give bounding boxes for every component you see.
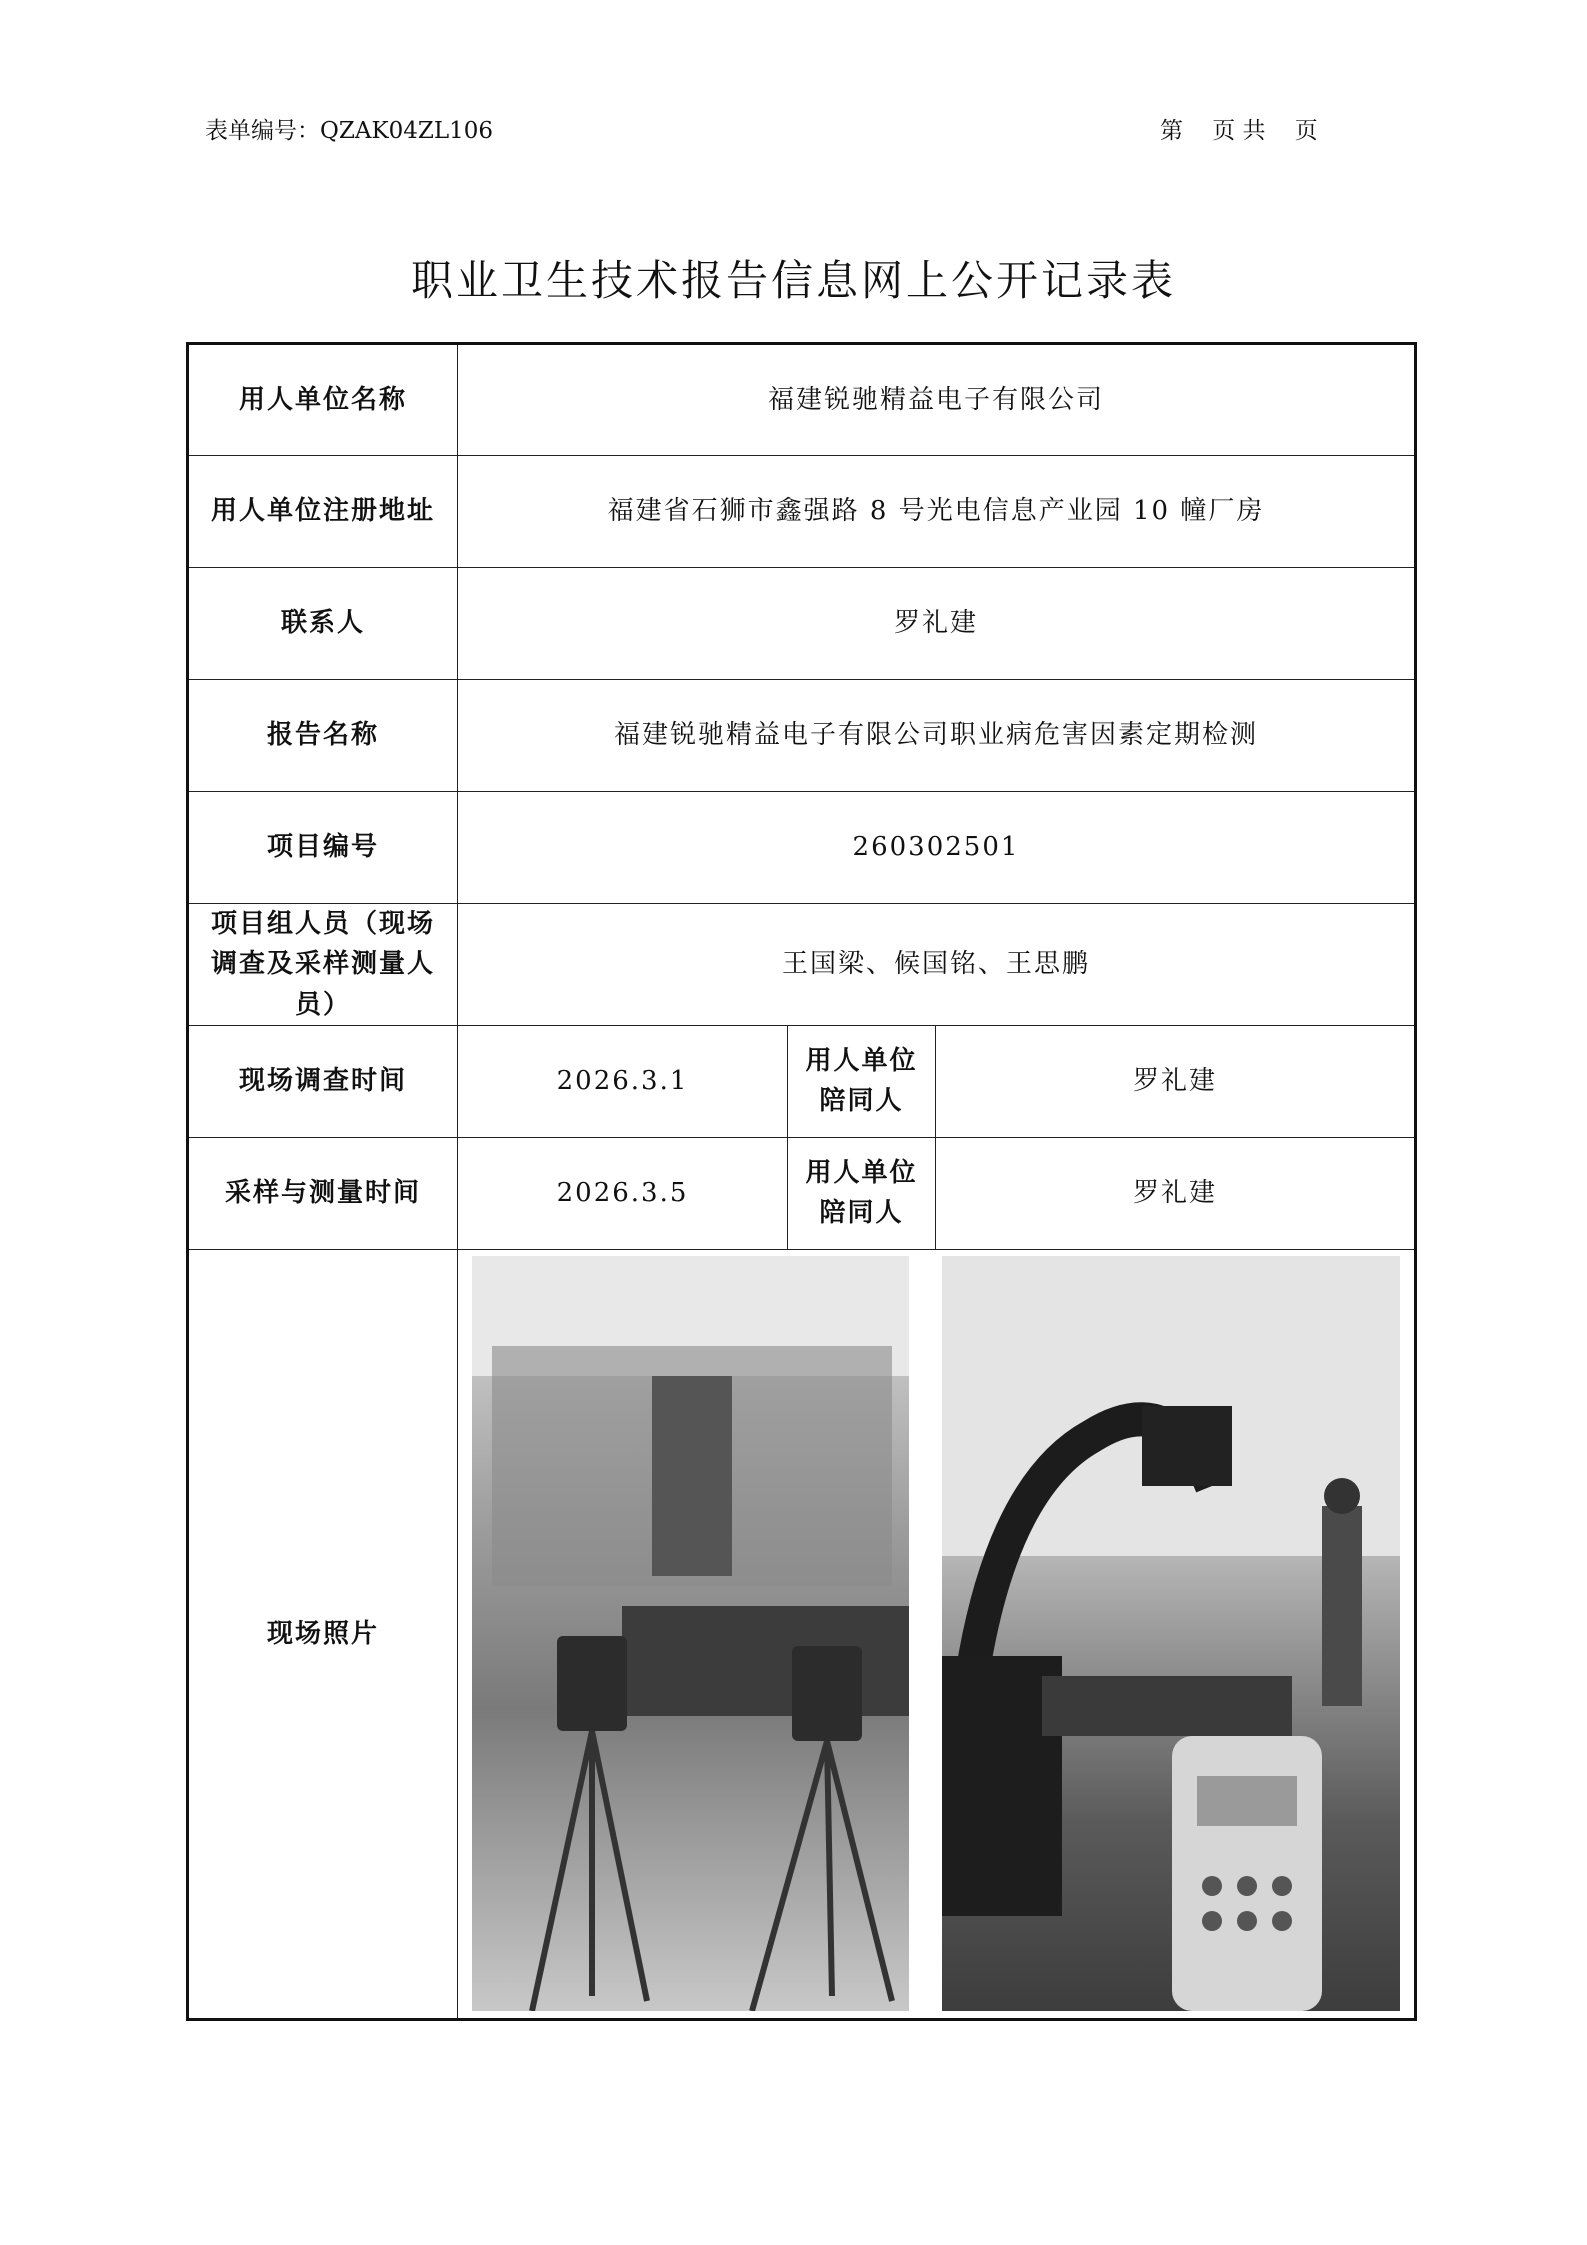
robot-illustration — [942, 1256, 1400, 2011]
survey-time-value: 2026.3.1 — [458, 1025, 788, 1137]
employer-address-value: 福建省石狮市鑫强路 8 号光电信息产业园 10 幢厂房 — [458, 456, 1416, 568]
photos-container — [464, 1256, 1408, 2011]
team-members-value: 王国梁、候国铭、王思鹏 — [458, 904, 1416, 1026]
sampling-escort-label: 用人单位陪同人 — [788, 1137, 936, 1249]
survey-time-label: 现场调查时间 — [188, 1025, 458, 1137]
row-survey-time — [188, 1025, 1416, 1137]
report-name-label: 报告名称 — [188, 680, 458, 792]
form-number: 表单编号：QZAK04ZL106 — [205, 118, 494, 144]
row-report-name — [188, 680, 1416, 792]
site-photo-welding-robot — [942, 1256, 1400, 2011]
report-name-value: 福建锐驰精益电子有限公司职业病危害因素定期检测 — [458, 680, 1416, 792]
survey-escort-label: 用人单位陪同人 — [788, 1025, 936, 1137]
row-employer-address — [188, 456, 1416, 568]
project-number-label: 项目编号 — [188, 792, 458, 904]
employer-address-label: 用人单位注册地址 — [188, 456, 458, 568]
page-info: 第 页 共 页 — [1160, 118, 1318, 144]
sampling-time-label: 采样与测量时间 — [188, 1137, 458, 1249]
row-sampling-time — [188, 1137, 1416, 1249]
row-site-photos — [188, 1249, 1416, 2019]
contact-value: 罗礼建 — [458, 568, 1416, 680]
row-contact — [188, 568, 1416, 680]
row-team-members — [188, 904, 1416, 1026]
tripod-illustration — [472, 1256, 909, 2011]
row-project-number — [188, 792, 1416, 904]
employer-name-label: 用人单位名称 — [188, 344, 458, 456]
contact-label: 联系人 — [188, 568, 458, 680]
document-title: 职业卫生技术报告信息网上公开记录表 — [410, 256, 1176, 305]
employer-name-value: 福建锐驰精益电子有限公司 — [458, 344, 1416, 456]
sampling-time-value: 2026.3.5 — [458, 1137, 788, 1249]
survey-escort-value: 罗礼建 — [936, 1025, 1416, 1137]
site-photos-cell — [458, 1249, 1416, 2019]
team-members-label: 项目组人员（现场调查及采样测量人员） — [188, 904, 458, 1026]
site-photo-sampling-tripods — [472, 1256, 909, 2011]
record-table — [186, 342, 1417, 2021]
row-employer-name — [188, 344, 1416, 456]
project-number-value: 260302501 — [458, 792, 1416, 904]
site-photos-label: 现场照片 — [188, 1249, 458, 2019]
sampling-escort-value: 罗礼建 — [936, 1137, 1416, 1249]
